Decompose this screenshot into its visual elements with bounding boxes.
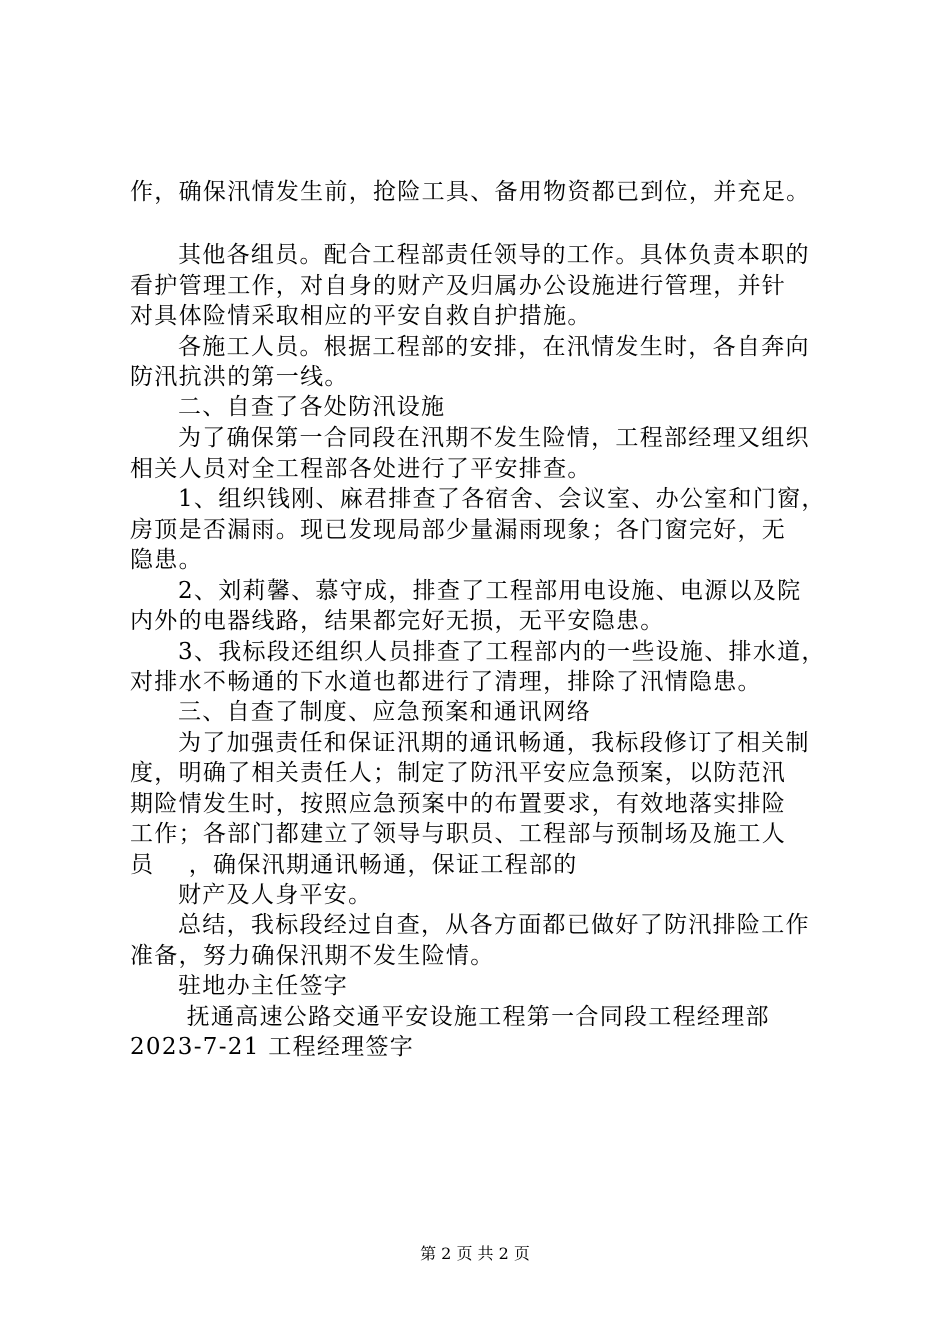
section-heading: 三、自查了制度、应急预案和通讯网络 bbox=[178, 699, 592, 725]
body-line: 员 ，确保汛期通讯畅通，保证工程部的 bbox=[130, 852, 578, 878]
body-line: 隐患。 bbox=[130, 547, 203, 573]
signature-line: 2023-7-21 工程经理签字 bbox=[130, 1034, 415, 1060]
body-line: 总结，我标段经过自查，从各方面都已做好了防汛排险工作 bbox=[178, 912, 810, 938]
page-number-label: 第 2 页 共 2 页 bbox=[420, 1244, 530, 1263]
body-line: 其他各组员。配合工程部责任领导的工作。具体负责本职的 bbox=[178, 242, 810, 268]
page-footer bbox=[0, 1244, 950, 1264]
body-line: 对具体险情采取相应的平安自救自护措施。 bbox=[130, 303, 592, 329]
body-line: 3、我标段还组织人员排查了工程部内的一些设施、排水道， bbox=[178, 639, 826, 665]
body-line: 看护管理工作，对自身的财产及归属办公设施进行管理，并针 bbox=[130, 273, 787, 299]
body-line: 准备，努力确保汛期不发生险情。 bbox=[130, 943, 495, 969]
body-line: 对排水不畅通的下水道也都进行了清理，排除了汛情隐患。 bbox=[130, 669, 762, 695]
body-line: 各施工人员。根据工程部的安排，在汛情发生时，各自奔向 bbox=[178, 334, 810, 360]
signature-line: 抚通高速公路交通平安设施工程第一合同段工程经理部 bbox=[178, 1004, 770, 1030]
body-line: 为了加强责任和保证汛期的通讯畅通，我标段修订了相关制 bbox=[178, 730, 810, 756]
signature-line: 驻地办主任签字 bbox=[178, 973, 349, 999]
body-line: 1、组织钱刚、麻君排查了各宿舍、会议室、办公室和门窗， bbox=[178, 486, 826, 512]
body-line: 相关人员对全工程部各处进行了平安排查。 bbox=[130, 456, 592, 482]
body-line: 财产及人身平安。 bbox=[178, 882, 373, 908]
body-line: 房顶是否漏雨。现已发现局部少量漏雨现象；各门窗完好，无 bbox=[130, 517, 787, 543]
body-line: 防汛抗洪的第一线。 bbox=[130, 364, 349, 390]
body-line: 作，确保汛情发生前，抢险工具、备用物资都已到位，并充足。 bbox=[130, 179, 811, 205]
body-line: 度，明确了相关责任人；制定了防汛平安应急预案，以防范汛 bbox=[130, 760, 787, 786]
body-line: 2、刘莉馨、慕守成，排查了工程部用电设施、电源以及院 bbox=[178, 578, 802, 604]
body-line: 期险情发生时，按照应急预案中的布置要求，有效地落实排险 bbox=[130, 791, 787, 817]
body-line: 工作；各部门都建立了领导与职员、工程部与预制场及施工人 bbox=[130, 821, 787, 847]
section-heading: 二、自查了各处防汛设施 bbox=[178, 394, 446, 420]
body-line: 为了确保第一合同段在汛期不发生险情，工程部经理又组织 bbox=[178, 425, 810, 451]
body-line: 内外的电器线路，结果都完好无损，无平安隐患。 bbox=[130, 608, 665, 634]
